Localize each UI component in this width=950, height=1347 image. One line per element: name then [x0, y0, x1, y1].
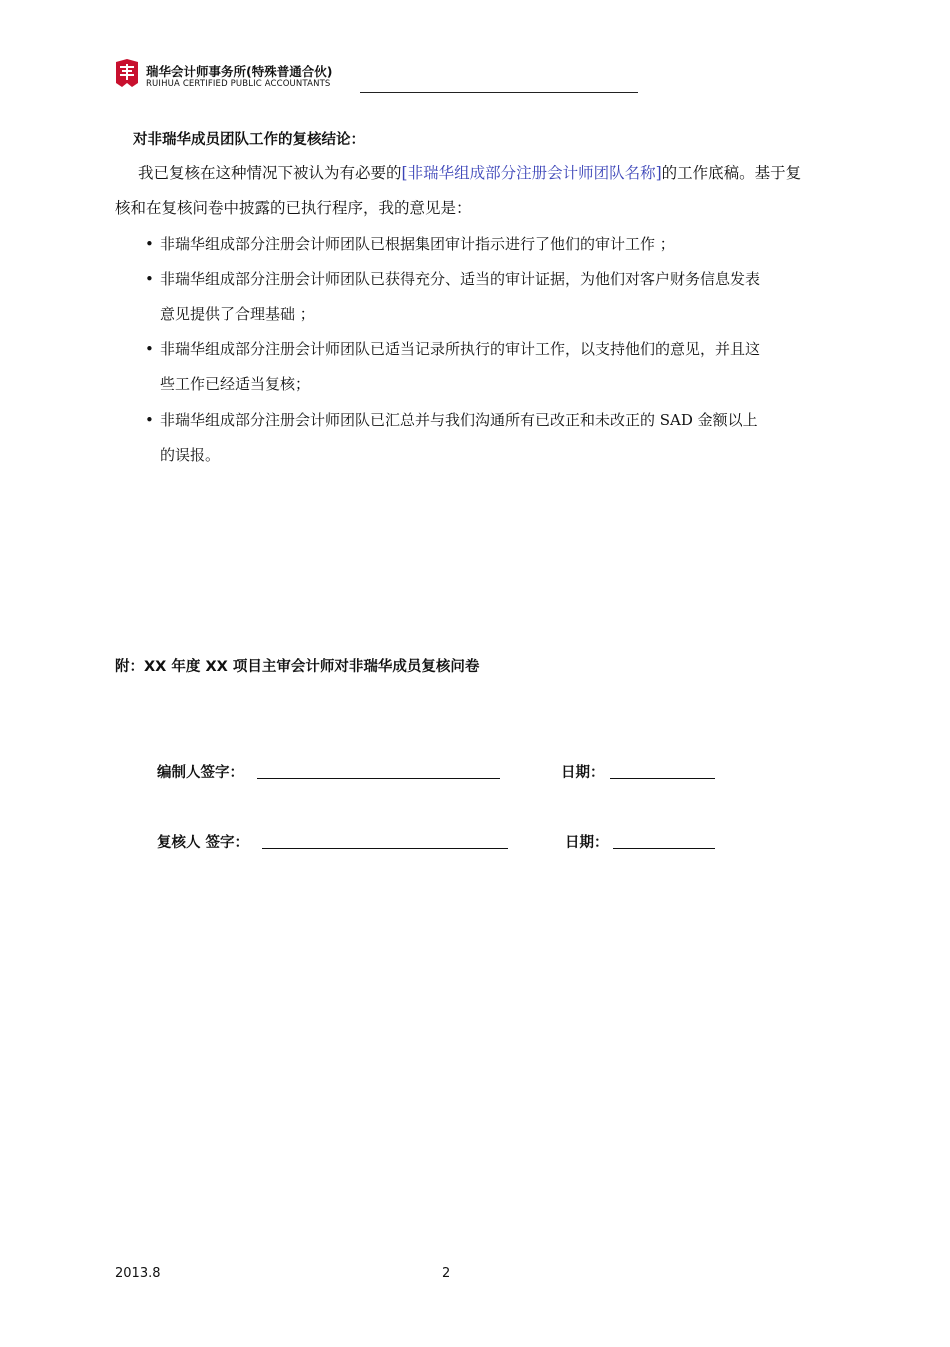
bullet-item-4 [145, 409, 758, 430]
preparer-date-line[interactable] [610, 778, 715, 779]
bullet-text: 非瑞华组成部分注册会计师团队已适当记录所执行的审计工作，以支持他们的意见，并且这 [160, 340, 761, 358]
bullet-item-3 [145, 338, 760, 359]
preparer-signature-label: 编制人签字： [157, 765, 244, 781]
bullet-dot-icon: • [145, 411, 154, 429]
bullet-item-3-continued: 些工作已经适当复核； [160, 375, 311, 393]
bullet-item-4-continued: 的误报。 [160, 446, 221, 464]
team-name-placeholder: [非瑞华组成部分注册会计师团队名称] [401, 164, 662, 182]
bullet-item-2-continued: 意见提供了合理基础 ； [160, 305, 315, 323]
intro-prefix: 我已复核在这种情况下被认为有必要的 [138, 164, 402, 182]
bullet-dot-icon: • [145, 270, 154, 288]
bullet-item-1 [145, 233, 675, 254]
page-number: 2 [442, 1266, 451, 1281]
preparer-signature-line[interactable] [257, 778, 500, 779]
reviewer-date-label: 日期： [565, 835, 609, 851]
reviewer-signature-label: 复核人 签字： [157, 835, 250, 851]
bullet-dot-icon: • [145, 235, 154, 253]
preparer-date-label: 日期： [561, 765, 605, 781]
section-title: 对非瑞华成员团队工作的复核结论： [133, 132, 365, 148]
reviewer-date-line[interactable] [613, 848, 715, 849]
reviewer-signature-line[interactable] [262, 848, 508, 849]
firm-name-cn: 瑞华会计师事务所(特殊普通合伙) [146, 64, 333, 79]
firm-name-en: RUIHUA CERTIFIED PUBLIC ACCOUNTANTS [146, 79, 331, 89]
footer-date: 2013.8 [115, 1266, 161, 1281]
intro-paragraph-line2: 核和在复核问卷中披露的已执行程序，我的意见是： [115, 199, 472, 217]
bullet-text: 非瑞华组成部分注册会计师团队已汇总并与我们沟通所有已改正和未改正的 SAD 金额以上 [160, 411, 758, 429]
bullet-dot-icon: • [145, 340, 154, 358]
ruihua-seal-icon [113, 58, 141, 88]
header-rule [360, 92, 638, 93]
intro-suffix: 的工作底稿。基于复 [661, 164, 802, 182]
bullet-text: 非瑞华组成部分注册会计师团队已获得充分、适当的审计证据，为他们对客户财务信息发表 [160, 270, 761, 288]
intro-paragraph-line1 [138, 161, 801, 183]
appendix-title: 附：XX 年度 XX 项目主审会计师对非瑞华成员复核问卷 [115, 659, 480, 675]
bullet-text: 非瑞华组成部分注册会计师团队已根据集团审计指示进行了他们的审计工作 ； [160, 235, 675, 253]
bullet-item-2 [145, 268, 760, 289]
